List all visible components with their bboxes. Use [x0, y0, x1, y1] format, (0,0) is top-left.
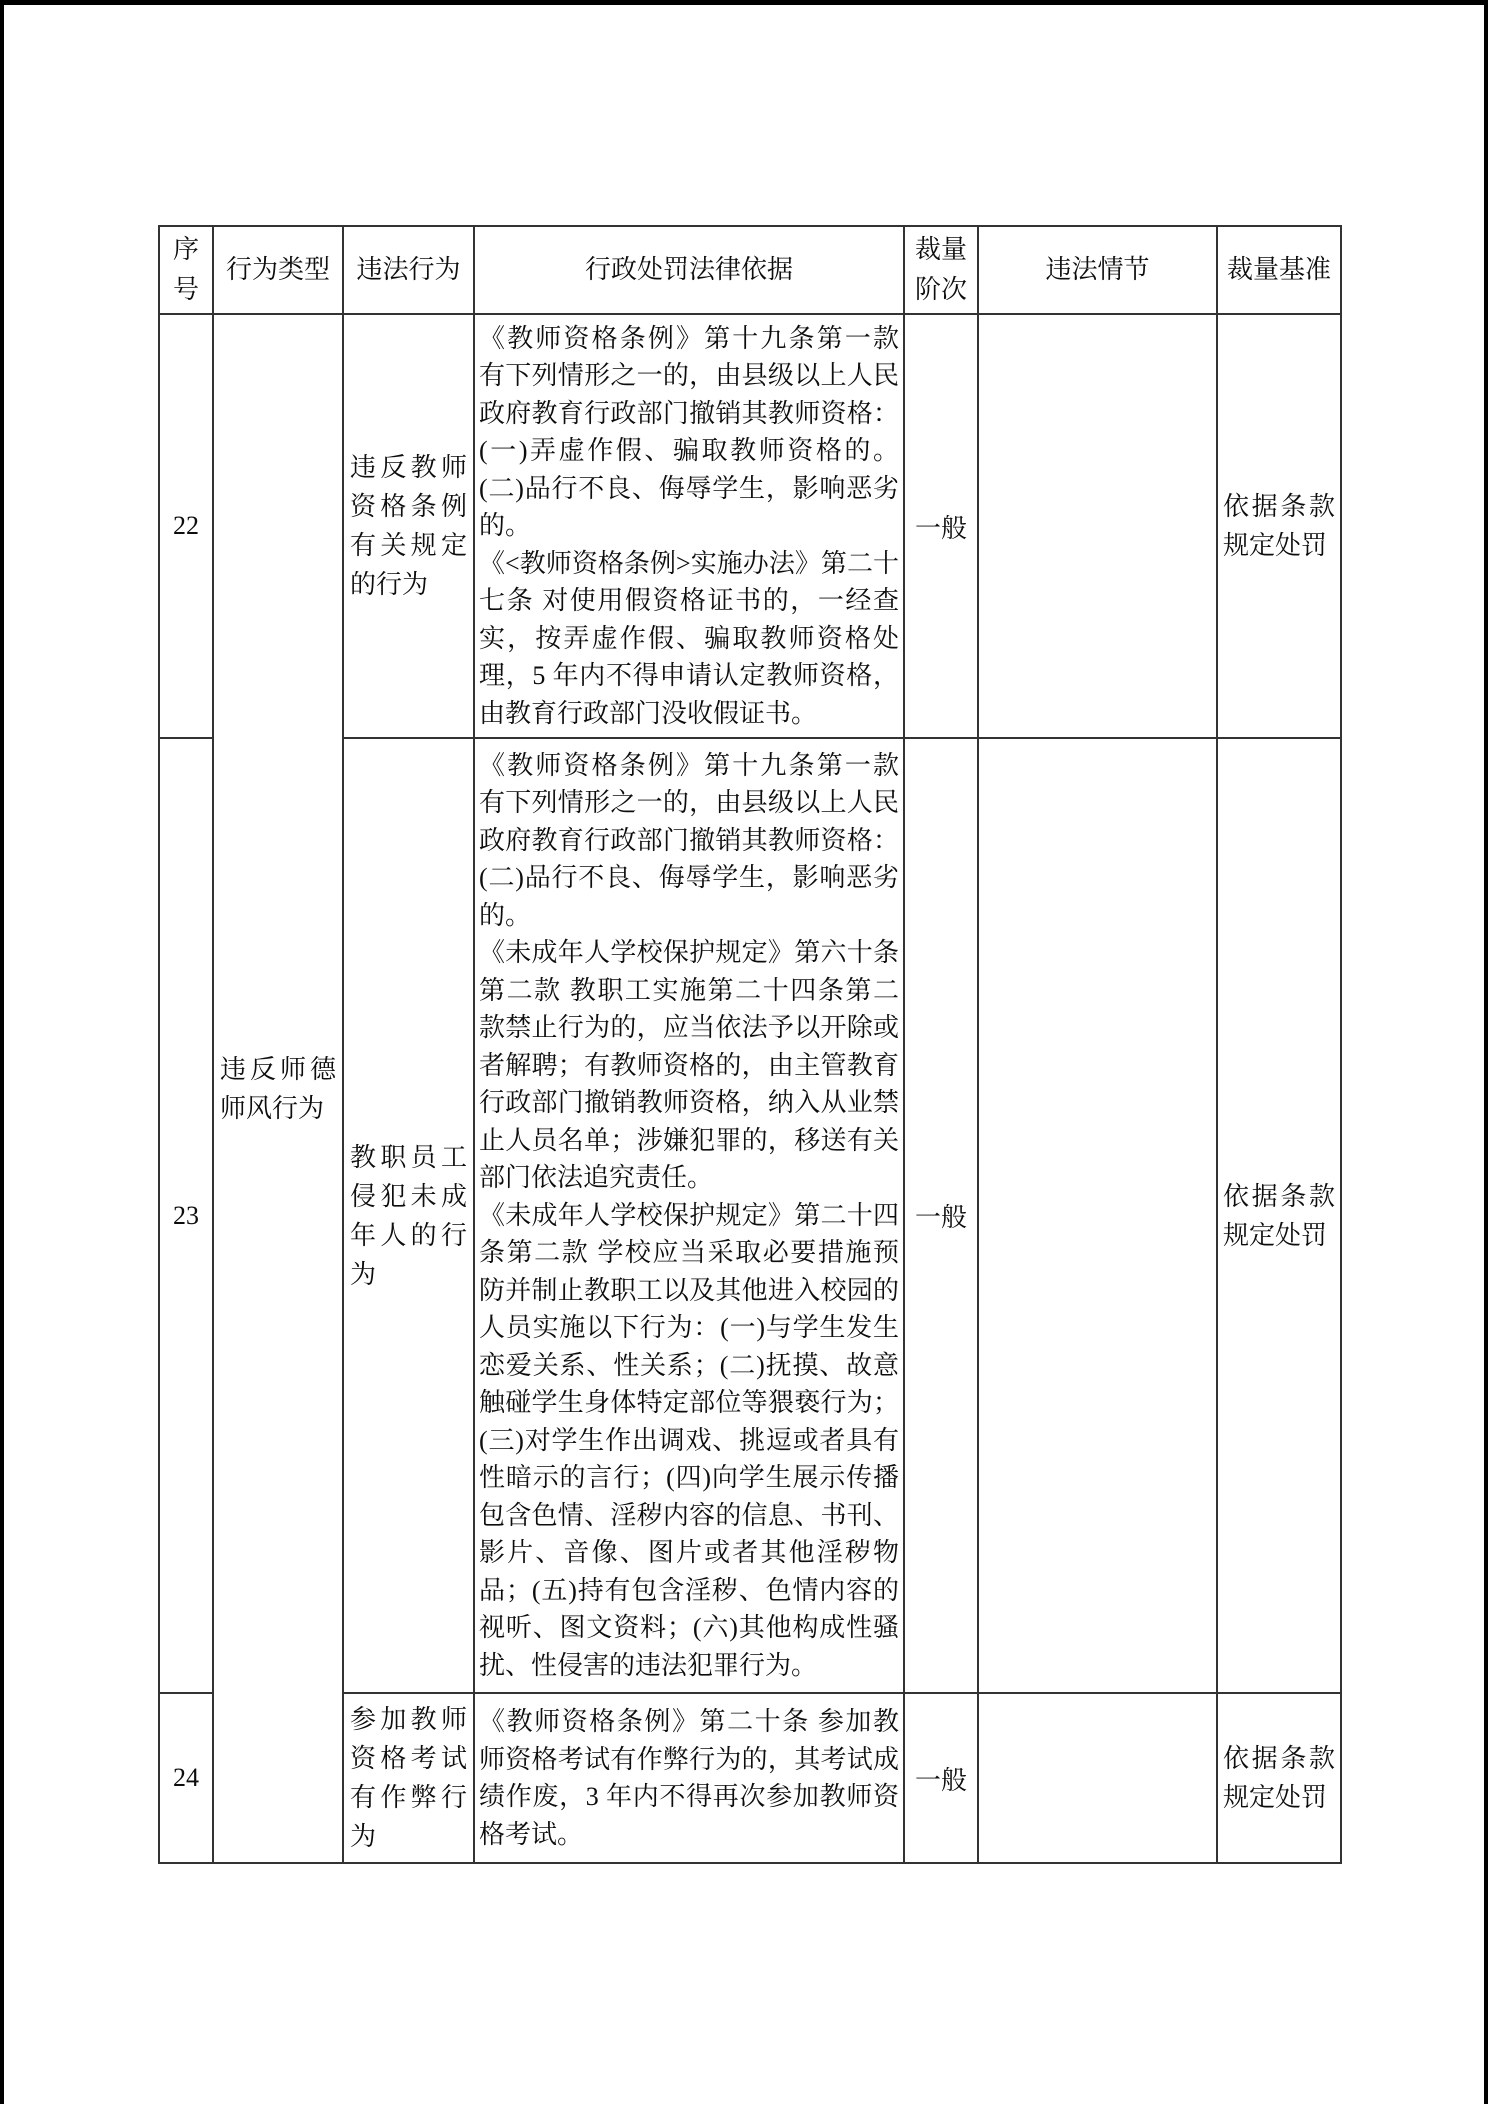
discretion-benchmark-cell: 依据条款规定处罚	[1217, 738, 1341, 1693]
col-header-illegal-circumstances: 违法情节	[978, 226, 1217, 314]
col-header-legal-basis: 行政处罚法律依据	[474, 226, 904, 314]
serial-no-cell: 23	[159, 738, 213, 1693]
col-header-discretion-benchmark: 裁量基准	[1217, 226, 1341, 314]
legal-basis-paragraph: 《未成年人学校保护规定》第六十条第二款 教职工实施第二十四条第二款禁止行为的，应当依法予以开除或者解聘；有教师资格的，由主管教育行政部门撤销教师资格，纳入从业禁止人员名单；涉嫌犯罪的，移送有关部门依法追究责任。	[479, 938, 899, 1193]
table-row-22	[159, 314, 1341, 738]
col-header-behavior-type: 行为类型	[213, 226, 343, 314]
illegal-act-cell: 教职员工侵犯未成年人的行为	[343, 738, 474, 1693]
discretion-level-cell: 一般	[904, 314, 978, 738]
legal-basis-paragraph: 《<教师资格条例>实施办法》第二十七条 对使用假资格证书的，一经查实，按弄虚作假、骗取教师资格处理，5 年内不得申请认定教师资格，由教育行政部门没收假证书。	[479, 548, 899, 728]
legal-basis-paragraph: 《教师资格条例》第二十条 参加教师资格考试有作弊行为的，其考试成绩作废，3 年内不得再次参加教师资格考试。	[479, 1707, 899, 1849]
legal-basis-cell	[474, 738, 904, 1693]
illegal-circumstances-cell	[978, 738, 1217, 1693]
col-header-serial-no: 序号	[159, 226, 213, 314]
legal-basis-paragraph: 《教师资格条例》第十九条第一款 有下列情形之一的，由县级以上人民政府教育行政部门撤销其教师资格：(一)弄虚作假、骗取教师资格的。(二)品行不良、侮辱学生，影响恶劣的。	[479, 323, 899, 541]
illegal-act-cell: 参加教师资格考试有作弊行为	[343, 1693, 474, 1863]
penalty-discretion-table	[158, 225, 1342, 1864]
discretion-benchmark-cell: 依据条款规定处罚	[1217, 314, 1341, 738]
discretion-level-cell: 一般	[904, 1693, 978, 1863]
illegal-act-cell: 违反教师资格条例有关规定的行为	[343, 314, 474, 738]
col-header-discretion-level: 裁量阶次	[904, 226, 978, 314]
header-row	[159, 226, 1341, 314]
illegal-circumstances-cell	[978, 314, 1217, 738]
serial-no-cell: 22	[159, 314, 213, 738]
legal-basis-paragraph: 《教师资格条例》第十九条第一款 有下列情形之一的，由县级以上人民政府教育行政部门撤销其教师资格：(二)品行不良、侮辱学生，影响恶劣的。	[479, 750, 899, 930]
serial-no-cell: 24	[159, 1693, 213, 1863]
legal-basis-cell	[474, 1693, 904, 1863]
legal-basis-cell	[474, 314, 904, 738]
legal-basis-paragraph: 《未成年人学校保护规定》第二十四条第二款 学校应当采取必要措施预防并制止教职工以及其他进入校园的人员实施以下行为：(一)与学生发生恋爱关系、性关系；(二)抚摸、故意触碰学生身体特定部位等猥亵行为；(三)对学生作出调戏、挑逗或者具有性暗示的言行；(四)向学生展示传播包含色情、淫秽内容的信息、书刊、影片、音像、图片或者其他淫秽物品；(五)持有包含淫秽、色情内容的视听、图文资料；(六)其他构成性骚扰、性侵害的违法犯罪行为。	[479, 1200, 899, 1680]
col-header-illegal-act: 违法行为	[343, 226, 474, 314]
behavior-type-cell: 违反师德师风行为	[213, 314, 343, 1863]
discretion-level-cell: 一般	[904, 738, 978, 1693]
discretion-benchmark-cell: 依据条款规定处罚	[1217, 1693, 1341, 1863]
illegal-circumstances-cell	[978, 1693, 1217, 1863]
